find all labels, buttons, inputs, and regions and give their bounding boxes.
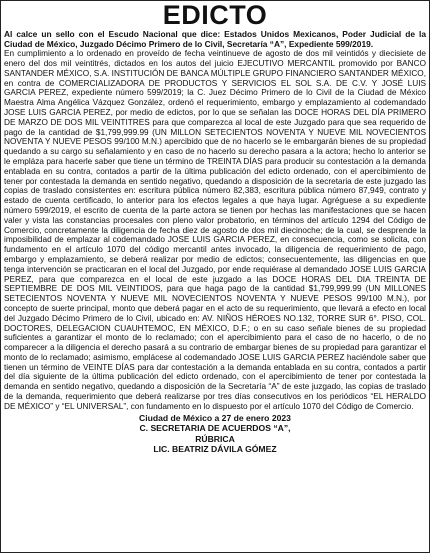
seal-header: Al calce un sello con el Escudo Nacional que dice: Estados Unidos Mexicanos, Poder Judicial de la Ciudad de México, Juzgado Décimo Primero de lo Civil, Secretaría “A”, Expediente 599/2019. [4, 29, 426, 49]
date-line: Ciudad de México a 27 de enero 2023 [139, 412, 291, 423]
closing-block [4, 413, 426, 455]
document-title: EDICTO [162, 0, 268, 30]
signature-label: RÚBRICA [195, 433, 235, 444]
secretary-title: C. SECRETARIA DE ACUERDOS “A”, [139, 423, 291, 434]
edict-body: En cumplimiento a lo ordenado en proveído de fecha veintinueve de agosto de dos mil veintidós y diecisiete de enero del dos mil veintitrés, dictados en los autos del juicio EJECUTIVO MERCANTIL promovido por BANCO SANTANDER MÉXICO, S.A. INSTITUCIÓN DE BANCA MÚLTIPLE GRUPO FINANCIERO SANTANDER MÉXICO, en contra de COMERCIALIZADORA DE PRODUCTOS Y SERVICIOS EL SOL S.A. DE C.V. Y JOSÉ LUIS GARCIA PEREZ, expediente número 599/2019; la C. Juez Décimo Primero de lo Civil de la Ciudad de México Maestra Alma Angélica Vázquez González, ordenó el requerimiento, embargo y emplazamiento al codemandado JOSE LUIS GARCIA PEREZ, por medio de edictos, por lo que se señalan las DOCE HORAS DEL DÍA PRIMERO DE MARZO DE DOS MIL VEINTITRES para que comparezca al local de este Juzgado para que sea requerido de pago de la cantidad de $1,799,999.99 (UN MILLON SETECIENTOS NOVENTA Y NUEVE MIL NOVECIENTOS NOVENTA Y NUEVE PESOS 99/100 M.N.) apercibido que de no hacerlo se le embargarán bienes de su propiedad quedando a su cargo su señalamiento y en caso de no hacerlo su derecho pasara a la actora; hecho lo anterior se le empláza para hacerle saber que tiene un término de TREINTA DÍAS para producir su contestación a la demanda entablada en su contra, contados a partir de la última publicación del edicto ordenado, con el apercibimiento de tener por contestada la demanda en sentido negativo, quedando a disposición de la secretaria de este juzgado las copias de traslado consistentes en: escritura pública número 82,383, escritura pública número 87,949, contrato y estado de cuenta certificado, lo anterior para los efectos legales a que haya lugar. Agréguese a su expediente número 599/2019, el escrito de cuenta de la parte actora se tienen por hechas las manifestaciones que se hacen valer y vista las constancias procesales con pleno valor probatorio, en términos del artículo 1294 del Código de Comercio, concretamente la diligencia de fecha diez de agosto de dos mil diecinoche; de la cual, se desprende la imposibilidad de emplazar al codemandado JOSE LUIS GARCIA PEREZ, en consecuencia, como se solicita, con fundamento en el artículo 1070 del código mercantil antes invocado, la diligencia de requerimiento de pago, embargo y emplazamiento, se deberá realizar por medio de edictos; consecuentemente, las diligencias en que tenga intervención se practicaran en el local del Juzgado, por ende requiérase al demandado JOSE LUIS GARCIA PEREZ, para que comparezca en el local de este juzgado a las DOCE HORAS DEL DIA TREINTA DE SEPTIEMBRE DE DOS MIL VEINTIDOS, para que haga pago de la cantidad $1,799,999.99 (UN MILLONES SETECIENTOS NOVENTA Y NUEVE MIL NOVECIENTOS NOVENTA Y NUEVE PESOS 99/100 M.N.), por concepto de suerte principal, monto que deberá pagar en el acto de su requerimiento, que llevará a efecto en local del Juzgado Décimo Primero de lo Civil, ubicado en: AV. NIÑOS HÉROES NO.132, TORRE SUR 6°. PISO, COL. DOCTORES, DELEGACION CUAUHTEMOC, EN MÉXICO, D.F.; o en su caso señale bienes de su propiedad suficientes a garantizar el monto de lo reclamado; con el apercibimiento para el caso de no hacerlo, o de no comparecer a la diligencia el derecho pasará a su contrario de embargar bienes de su propiedad para garantizar el monto de lo reclamado; asimismo, emplácese al codemandado JOSE LUIS GARCIA PEREZ haciéndole saber que tienen un término de VEINTE DÍAS para dar contestación a la demanda entablada en su contra, contados a partir del día siguiente de la última publicación del edicto ordenado, con el apercibimiento de tener por contestada la demanda en sentido negativo, quedando a disposición de la Secretaría “A” de este juzgado, las copias de traslado de la demanda, requerimiento que deberá realizarse por tres días consecutivos en los periódicos “EL HERALDO DE MÉXICO” y “EL UNIVERSAL”, con fundamento en lo dispuesto por el artículo 1070 del Código de Comercio. [4, 49, 426, 411]
signatory-name: LIC. BEATRIZ DÁVILA GÓMEZ [153, 444, 277, 455]
